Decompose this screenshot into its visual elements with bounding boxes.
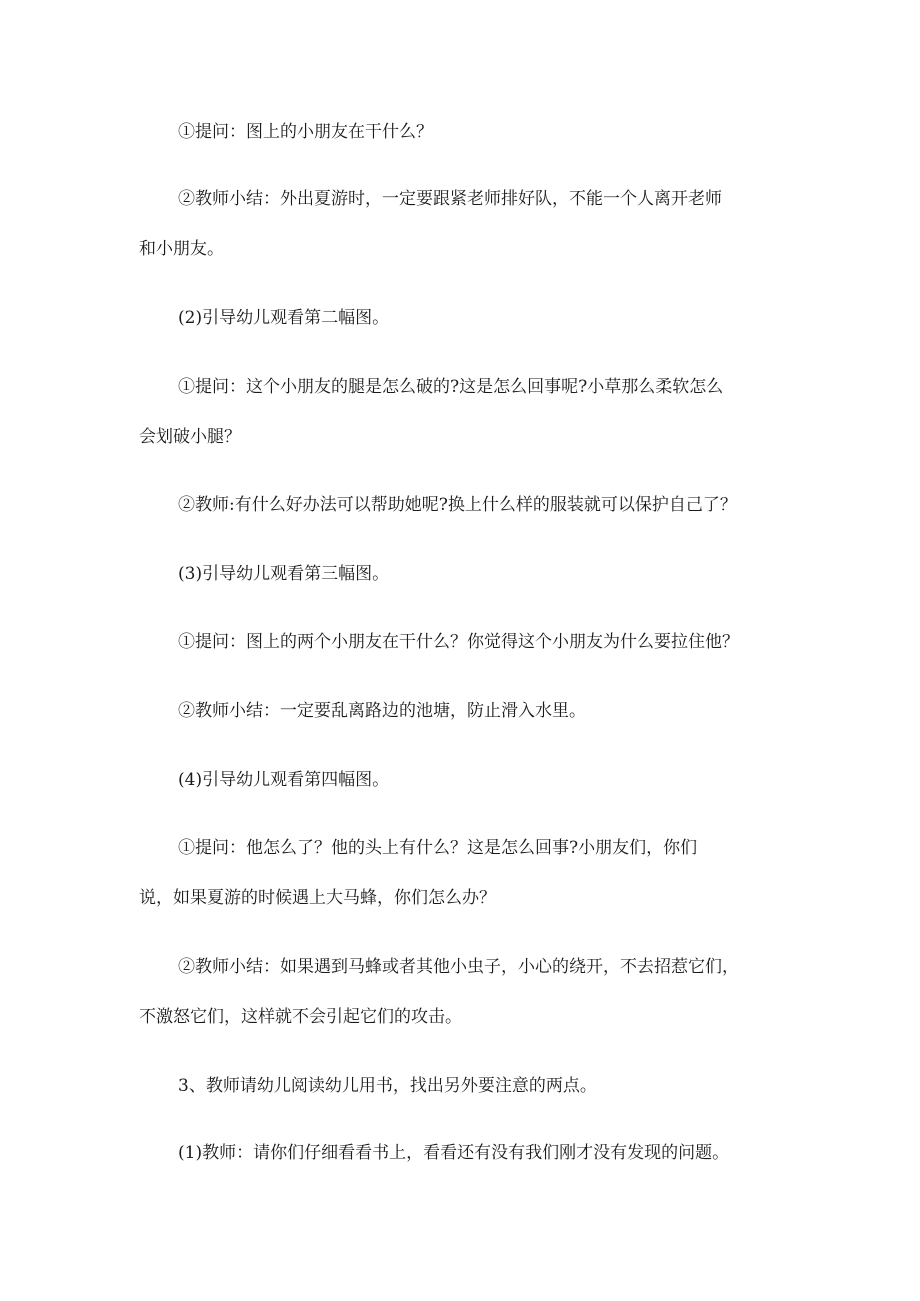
paragraph-2: ②教师小结：外出夏游时，一定要跟紧老师排好队，不能一个人离开老师 — [178, 189, 722, 209]
paragraph-11: ②教师小结：如果遇到马蜂或者其他小虫子，小心的绕开，不去招惹它们， — [178, 957, 739, 977]
paragraph-11-continuation: 不激怒它们，这样就不会引起它们的攻击。 — [139, 1007, 462, 1027]
paragraph-8: ②教师小结：一定要乱离路边的池塘，防止滑入水里。 — [178, 701, 586, 721]
paragraph-2-continuation: 和小朋友。 — [139, 239, 224, 259]
paragraph-1: ①提问：图上的小朋友在干什么？ — [178, 122, 433, 142]
paragraph-3: (2)引导幼儿观看第二幅图。 — [178, 308, 390, 328]
paragraph-13: (1)教师：请你们仔细看看书上，看看还有没有我们刚才没有发现的问题。 — [178, 1143, 730, 1163]
paragraph-10-continuation: 说，如果夏游的时候遇上大马蜂，你们怎么办？ — [139, 888, 496, 908]
paragraph-4: ①提问：这个小朋友的腿是怎么破的?这是怎么回事呢?小草那么柔软怎么 — [178, 377, 724, 397]
paragraph-7: ①提问：图上的两个小朋友在干什么？你觉得这个小朋友为什么要拉住他？ — [178, 632, 739, 652]
paragraph-5: ②教师:有什么好办法可以帮助她呢?换上什么样的服装就可以保护自己了？ — [178, 495, 737, 515]
paragraph-4-continuation: 会划破小腿？ — [139, 427, 241, 447]
paragraph-12: 3、教师请幼儿阅读幼儿用书，找出另外要注意的两点。 — [178, 1076, 597, 1096]
paragraph-10: ①提问：他怎么了？他的头上有什么？这是怎么回事?小朋友们，你们 — [178, 838, 698, 858]
paragraph-9: (4)引导幼儿观看第四幅图。 — [178, 770, 390, 790]
paragraph-6: (3)引导幼儿观看第三幅图。 — [178, 564, 390, 584]
